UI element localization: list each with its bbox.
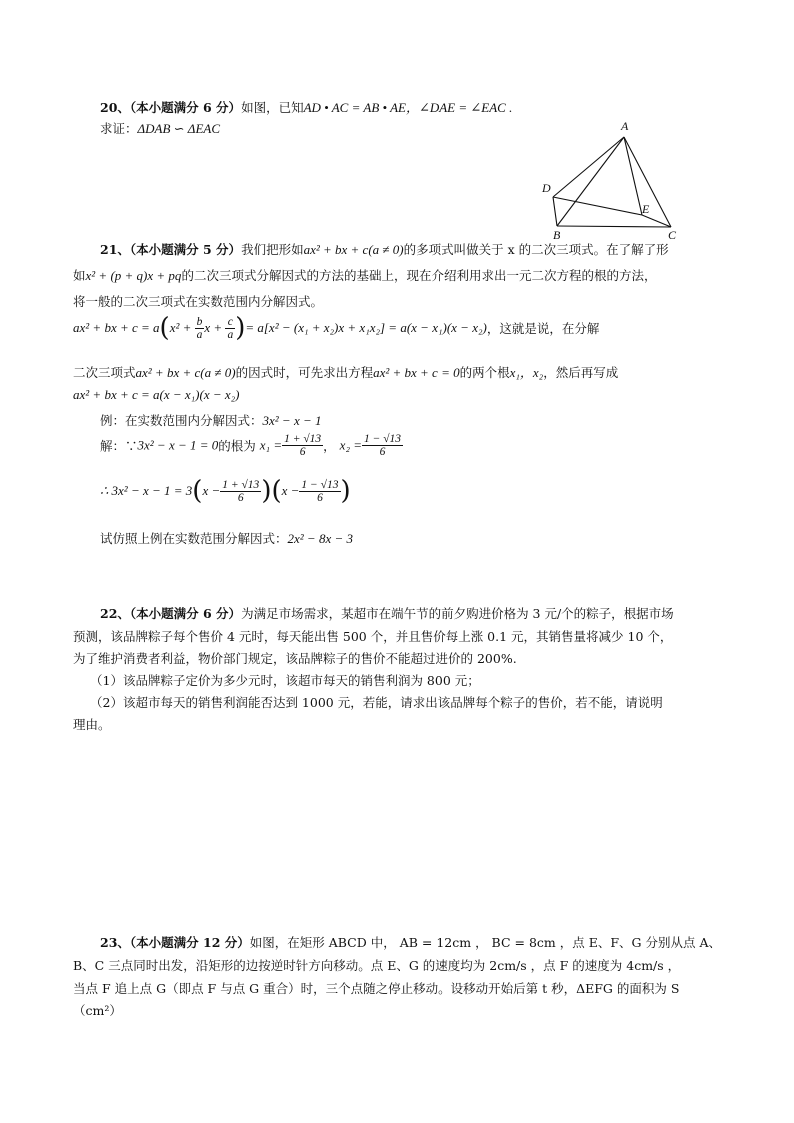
q23-number: 23、 xyxy=(100,935,130,950)
q22-sub2: （2）该超市每天的销售利润能否达到 1000 元，若能，请求出该品牌每个粽子的售价，若不能，请说明 xyxy=(90,695,663,710)
q20-prove-label: 求证： xyxy=(100,121,138,136)
paren-open: ( xyxy=(192,476,203,506)
q21-f1-pre: x − xyxy=(202,483,221,498)
fraction-x2: $\frac{1 - √13}{6}$ xyxy=(363,433,402,458)
segment-ae xyxy=(624,137,642,215)
q21-line5-a: 二次三项式 xyxy=(73,365,136,380)
q21-line2 xyxy=(73,266,656,284)
q23-line1 xyxy=(100,933,721,951)
q21-line2-b: 的二次三项式分解因式的方法的基础上，现在介绍利用求出一元二次方程的根的方法， xyxy=(181,268,657,283)
label-e: E xyxy=(642,202,650,216)
q21-line3: 将一般的二次三项式在实数范围内分解因式。 xyxy=(73,294,324,309)
fraction-f2: $\frac{1 - √13}{6}$ xyxy=(301,478,339,504)
q21-x1-lhs: x₁ = xyxy=(259,437,283,453)
q21-f2-pre: x − xyxy=(281,483,300,498)
q21-line5-b: 的因式时，可先求出方程 xyxy=(235,365,374,380)
segment-bc xyxy=(557,226,671,227)
q21-line5-d: ，然后再写成 xyxy=(543,365,619,380)
q21-line5-eq: ax² + bx + c = 0 xyxy=(373,365,460,380)
q21-line1-b: 的多项式叫做关于 x 的二次三项式。在了解了形 xyxy=(403,242,669,257)
q21-line5-c: 的两个根 xyxy=(459,365,510,380)
q21-line1-expr: ax² + bx + c(a ≠ 0) xyxy=(303,242,404,257)
q20-score: （本小题满分 6 分） xyxy=(129,100,242,115)
q21-score: （本小题满分 5 分） xyxy=(129,242,242,257)
q21-x2-lhs: x₂ = xyxy=(339,437,362,453)
q21-formula-eq2: = a[x² − (x₁ + x₂)x + x₁x₂] = a(x − x₁)(x − x₂) xyxy=(245,320,487,335)
q20-line1 xyxy=(100,97,512,116)
fraction-f1: $\frac{1 + √13}{6}$ xyxy=(222,478,260,504)
segment-ad xyxy=(553,137,624,197)
q21-sol-eq: 3x² − x − 1 = 0 xyxy=(137,437,219,453)
q21-sol-root-text: 的根为 xyxy=(218,438,256,454)
segment-ab xyxy=(557,137,624,226)
q21-line5-roots: x₁，x₂ xyxy=(509,365,544,380)
label-c: C xyxy=(668,228,677,242)
segment-de xyxy=(553,197,642,215)
q21-example xyxy=(100,411,322,429)
paren-close: ) xyxy=(261,476,272,506)
q22-sub2-cont: 理由。 xyxy=(73,717,111,732)
q21-sep: ， xyxy=(323,438,336,454)
q20-prove: ΔDAB ∽ ΔEAC xyxy=(137,121,220,136)
q22-line2: 预测，该品牌粽子每个售价 4 元时，每天能出售 500 个，并且售价每上涨 0.1 元，其销售量将减少 10 个， xyxy=(73,629,673,644)
q23-line2: B、C 三点同时出发，沿矩形的边按逆时针方向移动。点 E、G 的速度均为 2cm/s ，点 F 的速度为 4cm/s ， xyxy=(73,958,681,973)
segment-db xyxy=(553,197,557,226)
q21-task-label: 试仿照上例在实数范围分解因式： xyxy=(100,531,288,546)
q22-line1-text: 为满足市场需求，某超市在端午节的前夕购进价格为 3 元/个的粽子，根据市场 xyxy=(241,606,674,621)
q21-solution xyxy=(100,433,403,458)
paren-close: ) xyxy=(235,313,246,343)
q20-line2 xyxy=(100,119,220,137)
q21-line5-expr: ax² + bx + c(a ≠ 0) xyxy=(135,365,236,380)
q20-intro: 如图，已知 xyxy=(241,100,304,115)
q21-task-expr: 2x² − 8x − 3 xyxy=(287,531,353,546)
q21-example-label: 例：在实数范围内分解因式： xyxy=(100,413,263,428)
q21-therefore-lhs: ∴ 3x² − x − 1 = 3 xyxy=(100,483,193,498)
q22-line1 xyxy=(100,604,674,622)
q21-formula-lhs: ax² + bx + c = a xyxy=(73,320,160,335)
q21-line1 xyxy=(100,240,669,258)
q20-condition: AD • AC = AB • AE，∠DAE = ∠EAC . xyxy=(303,100,513,115)
q21-formula-x-plus: x + xyxy=(204,320,226,335)
q21-task xyxy=(100,529,353,547)
fraction-x1: $\frac{1 + √13}{6}$ xyxy=(284,433,322,458)
fraction-c-over-a: $\frac{c}{a}$ xyxy=(227,315,234,341)
q23-line3: 当点 F 追上点 G（即点 F 与点 G 重合）时，三个点随之停止移动。设移动开始后第 t 秒，ΔEFG 的面积为 S xyxy=(73,981,680,996)
q21-line6: ax² + bx + c = a(x − x₁)(x − x₂) xyxy=(73,387,240,402)
paren-open: ( xyxy=(159,313,170,343)
fraction-b-over-a: $\frac{b}{a}$ xyxy=(196,315,203,341)
q21-number: 21、 xyxy=(100,242,130,257)
q21-line5 xyxy=(73,362,618,381)
segment-ec xyxy=(642,215,671,227)
q21-line2-a: 如 xyxy=(73,268,86,283)
q21-line2-expr: x² + (p + q)x + pq xyxy=(85,268,182,283)
q21-formula-pre: x² + xyxy=(169,320,195,335)
q23-line1-text: 如图，在矩形 ABCD 中， AB = 12cm ， BC = 8cm ，点 E、F、G 分别从点 A、 xyxy=(249,935,721,950)
q21-sol-label: 解：∵ xyxy=(100,438,138,454)
q22-sub1: （1）该品牌粽子定价为多少元时，该超市每天的销售利润为 800 元； xyxy=(90,673,480,688)
q23-score: （本小题满分 12 分） xyxy=(129,935,250,950)
paren-open: ( xyxy=(271,476,282,506)
q20-number: 20、 xyxy=(100,100,130,115)
q21-line1-a: 我们把形如 xyxy=(241,242,304,257)
q21-example-expr: 3x² − x − 1 xyxy=(262,413,322,428)
q21-therefore xyxy=(100,476,351,506)
q23-line4: （cm²） xyxy=(73,1003,122,1018)
q22-line3: 为了维护消费者利益，物价部门规定，该品牌粽子的售价不能超过进价的 200%. xyxy=(73,651,517,666)
q21-formula-tail: ，这就是说，在分解 xyxy=(486,321,600,336)
q21-formula xyxy=(73,313,599,343)
label-a: A xyxy=(621,119,629,133)
q22-score: （本小题满分 6 分） xyxy=(129,606,242,621)
label-b: B xyxy=(553,228,561,242)
paren-close: ) xyxy=(340,476,351,506)
q20-triangle-figure xyxy=(535,117,685,242)
label-d: D xyxy=(542,181,551,195)
q22-number: 22、 xyxy=(100,606,130,621)
